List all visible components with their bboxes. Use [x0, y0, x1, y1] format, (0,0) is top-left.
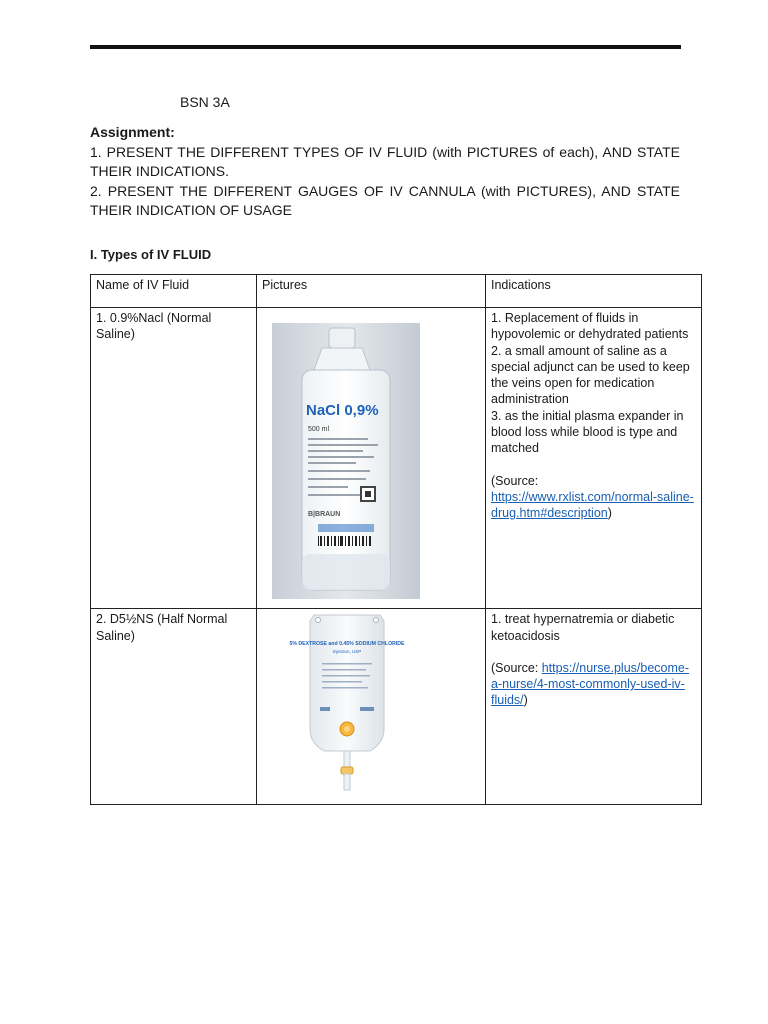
- indication-item: 2. a small amount of saline as a special adjunct can be used to keep the veins open for medication administration: [491, 343, 690, 407]
- bottle-brand-text: B|BRAUN: [308, 511, 341, 518]
- source-suffix: ): [607, 506, 612, 521]
- column-header-indications: Indications: [486, 275, 702, 308]
- indication-item: 1. Replacement of fluids in hypovolemic or dehydrated patients: [491, 311, 689, 342]
- column-header-pictures: Pictures: [257, 275, 486, 308]
- table-row: [91, 609, 702, 804]
- assignment-heading: Assignment:: [90, 124, 175, 140]
- bag-sublabel-text: Injection, USP: [332, 649, 362, 655]
- source-prefix: (Source:: [491, 473, 539, 488]
- saline-bottle-image: [262, 310, 480, 602]
- iv-bag-image: [262, 611, 480, 797]
- section-label: BSN 3A: [180, 94, 230, 110]
- indication-item: 1. treat hypernatremia or diabetic ketoacidosis: [491, 612, 675, 643]
- source-link[interactable]: https://nurse.plus/become-a-nurse/4-most-commonly-used-iv-fluids/: [491, 660, 690, 708]
- bottle-volume-text: 500 ml: [308, 426, 330, 433]
- table-header-row: [91, 275, 702, 308]
- bottle-label-text: NaCl 0,9%: [306, 402, 379, 419]
- top-rule: [90, 45, 681, 49]
- fluid-picture-cell: [257, 609, 486, 804]
- indication-item: 3. as the initial plasma expander in blood loss while blood is type and matched: [491, 408, 684, 456]
- iv-fluid-table: [90, 274, 702, 805]
- fluid-indications: [486, 609, 702, 804]
- column-header-name: Name of IV Fluid: [91, 275, 257, 308]
- assignment-item-1: 1. PRESENT THE DIFFERENT TYPES OF IV FLUID (with PICTURES of each), AND STATE THEIR INDICATIONS.: [90, 143, 680, 179]
- fluid-picture-cell: [257, 308, 486, 609]
- bag-label-text: 5% DEXTROSE and 0.45% SODIUM CHLORIDE: [289, 641, 405, 648]
- source-prefix: (Source:: [491, 660, 542, 675]
- table-row: [91, 308, 702, 609]
- types-section-title: I. Types of IV FLUID: [90, 247, 212, 262]
- assignment-item-2: 2. PRESENT THE DIFFERENT GAUGES OF IV CANNULA (with PICTURES), AND STATE THEIR INDICATION OF USAGE: [90, 182, 680, 218]
- fluid-name: 2. D5½NS (Half Normal Saline): [91, 609, 257, 804]
- fluid-indications: [486, 308, 702, 609]
- source-suffix: ): [523, 693, 528, 708]
- assignment-block: [90, 123, 680, 221]
- source-link[interactable]: https://www.rxlist.com/normal-saline-drug.htm#description: [491, 489, 694, 521]
- fluid-name: 1. 0.9%Nacl (Normal Saline): [91, 308, 257, 609]
